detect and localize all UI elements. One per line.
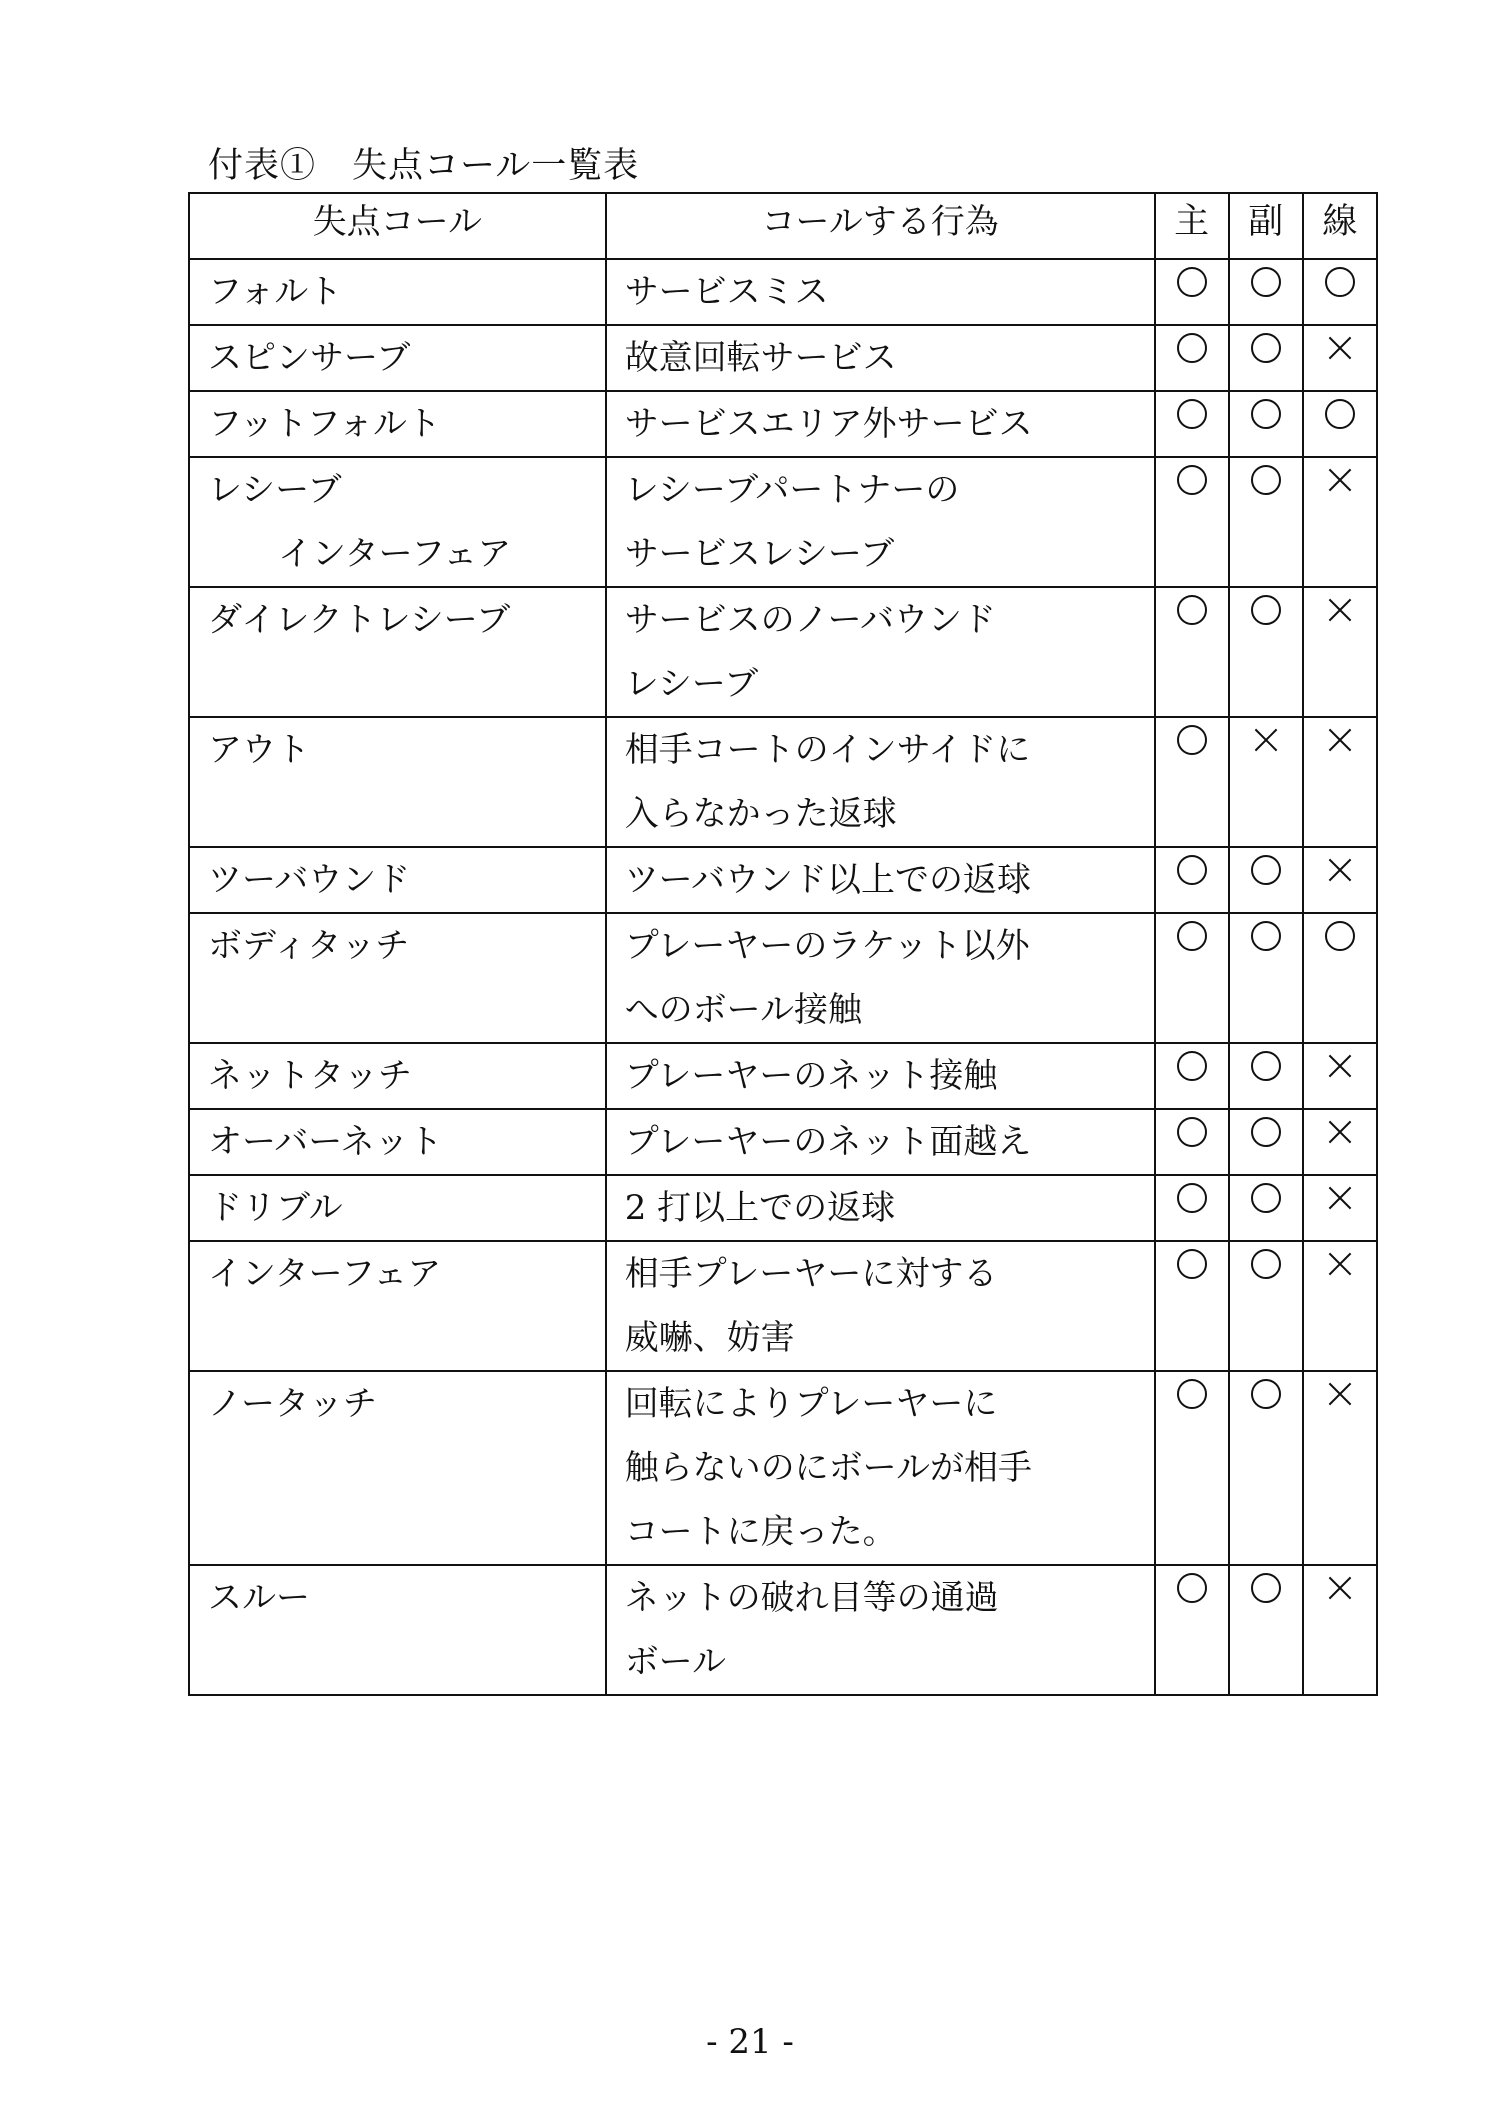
cross-mark-icon (1327, 1119, 1353, 1145)
table-body (189, 259, 1377, 1695)
table-row (189, 1371, 1377, 1565)
cross-mark-icon (1327, 1381, 1353, 1407)
header-main: 主 (1155, 193, 1229, 259)
circle-mark-icon (1251, 267, 1281, 297)
call-text: ツーバウンド (208, 860, 411, 900)
circle-mark-icon (1177, 725, 1207, 755)
call-text: インターフェア (208, 1254, 442, 1294)
call-text (190, 652, 605, 716)
act-text: サービスレシーブ (624, 534, 895, 574)
header-call: 失点コール (189, 193, 606, 259)
circle-mark-icon (1177, 1183, 1207, 1213)
act-text: へのボール接触 (624, 990, 863, 1030)
circle-mark-icon (1177, 1379, 1207, 1409)
page-number: - 21 - (706, 2022, 794, 2062)
call-text: ネットタッチ (208, 1056, 412, 1096)
mark-sub (1229, 1043, 1303, 1109)
mark-sub (1229, 587, 1303, 717)
table-row (189, 391, 1377, 457)
mark-main (1155, 1043, 1229, 1109)
mark-sub (1229, 913, 1303, 1043)
mark-sub (1229, 391, 1303, 457)
mark-main (1155, 1565, 1229, 1695)
table-row (189, 1109, 1377, 1175)
table-row (189, 325, 1377, 391)
act-cell (606, 1371, 1155, 1565)
call-text: アウト (208, 730, 310, 770)
cross-mark-icon (1327, 335, 1353, 361)
call-text: フォルト (208, 272, 343, 312)
table-row (189, 913, 1377, 1043)
mark-line (1303, 1109, 1377, 1175)
call-cell (189, 1241, 606, 1371)
circle-mark-icon (1177, 399, 1207, 429)
table-row (189, 587, 1377, 717)
circle-mark-icon (1177, 1117, 1207, 1147)
act-text: サービスミス (624, 272, 829, 312)
circle-mark-icon (1177, 333, 1207, 363)
call-text: レシーブ (208, 470, 342, 510)
act-text: サービスのノーバウンド (624, 600, 996, 640)
table-row (189, 1565, 1377, 1695)
mark-line (1303, 1043, 1377, 1109)
circle-mark-icon (1325, 267, 1355, 297)
call-text (190, 978, 605, 1042)
call-cell (189, 259, 606, 325)
act-cell (606, 1175, 1155, 1241)
circle-mark-icon (1177, 855, 1207, 885)
mark-main (1155, 587, 1229, 717)
act-text: プレーヤーのネット面越え (624, 1122, 1032, 1162)
call-text: オーバーネット (208, 1122, 443, 1162)
call-text: ボディタッチ (208, 926, 410, 966)
circle-mark-icon (1325, 399, 1355, 429)
mark-line (1303, 1175, 1377, 1241)
page-title: 付表① 失点コール一覧表 (208, 146, 640, 186)
cross-mark-icon (1327, 1053, 1353, 1079)
circle-mark-icon (1251, 465, 1281, 495)
act-cell (606, 259, 1155, 325)
cross-mark-icon (1327, 727, 1353, 753)
call-cell (189, 1175, 606, 1241)
act-cell (606, 587, 1155, 717)
call-text: ノータッチ (208, 1384, 377, 1424)
circle-mark-icon (1251, 333, 1281, 363)
mark-line (1303, 391, 1377, 457)
circle-mark-icon (1251, 921, 1281, 951)
call-text (190, 1630, 605, 1694)
mark-main (1155, 1109, 1229, 1175)
act-cell (606, 847, 1155, 913)
act-text: 故意回転サービス (624, 338, 897, 378)
call-table (188, 192, 1378, 1696)
call-cell (189, 717, 606, 847)
cross-mark-icon (1327, 1185, 1353, 1211)
mark-sub (1229, 1565, 1303, 1695)
circle-mark-icon (1177, 1249, 1207, 1279)
call-cell (189, 847, 606, 913)
circle-mark-icon (1251, 595, 1281, 625)
act-text: 触らないのにボールが相手 (624, 1448, 1033, 1488)
mark-main (1155, 325, 1229, 391)
circle-mark-icon (1177, 267, 1207, 297)
table-row (189, 1043, 1377, 1109)
mark-main (1155, 259, 1229, 325)
mark-main (1155, 391, 1229, 457)
circle-mark-icon (1177, 921, 1207, 951)
table-row (189, 847, 1377, 913)
call-cell (189, 913, 606, 1043)
mark-main (1155, 1371, 1229, 1565)
act-cell (606, 913, 1155, 1043)
header-line: 線 (1303, 193, 1377, 259)
circle-mark-icon (1251, 1573, 1281, 1603)
circle-mark-icon (1251, 1183, 1281, 1213)
mark-sub (1229, 457, 1303, 587)
act-cell (606, 1241, 1155, 1371)
call-cell (189, 457, 606, 587)
act-cell (606, 457, 1155, 587)
table-row (189, 717, 1377, 847)
act-cell (606, 1043, 1155, 1109)
cross-mark-icon (1253, 727, 1279, 753)
act-text: 2 打以上での返球 (624, 1188, 896, 1228)
table-row (189, 259, 1377, 325)
act-cell (606, 1565, 1155, 1695)
call-text: インターフェア (278, 534, 512, 574)
act-text: レシーブ (624, 664, 759, 704)
call-cell (189, 587, 606, 717)
act-cell (606, 717, 1155, 847)
call-cell (189, 391, 606, 457)
act-text: 相手プレーヤーに対する (624, 1254, 998, 1294)
circle-mark-icon (1177, 1573, 1207, 1603)
call-text (190, 782, 605, 846)
cross-mark-icon (1327, 597, 1353, 623)
mark-main (1155, 717, 1229, 847)
act-text: 威嚇、妨害 (624, 1318, 795, 1358)
mark-main (1155, 847, 1229, 913)
header-sub: 副 (1229, 193, 1303, 259)
call-cell (189, 1371, 606, 1565)
call-text: フットフォルト (208, 404, 441, 444)
act-text: ボール (624, 1642, 727, 1682)
act-text: レシーブパートナーの (624, 470, 960, 510)
cross-mark-icon (1327, 1251, 1353, 1277)
mark-sub (1229, 259, 1303, 325)
circle-mark-icon (1251, 1379, 1281, 1409)
act-text: ツーバウンド以上での返球 (624, 860, 1031, 900)
mark-main (1155, 1175, 1229, 1241)
act-cell (606, 325, 1155, 391)
circle-mark-icon (1177, 595, 1207, 625)
call-text (190, 1436, 605, 1500)
mark-line (1303, 457, 1377, 587)
mark-main (1155, 913, 1229, 1043)
mark-line (1303, 847, 1377, 913)
act-text: プレーヤーのラケット以外 (624, 926, 1030, 966)
call-text (190, 1500, 605, 1564)
circle-mark-icon (1251, 1117, 1281, 1147)
call-cell (189, 325, 606, 391)
act-cell (606, 391, 1155, 457)
mark-line (1303, 913, 1377, 1043)
act-text: 回転によりプレーヤーに (624, 1384, 998, 1424)
call-text: ドリブル (208, 1188, 343, 1228)
act-cell (606, 1109, 1155, 1175)
call-text: スルー (208, 1578, 310, 1618)
mark-sub (1229, 1371, 1303, 1565)
act-text: 入らなかった返球 (624, 794, 897, 834)
mark-line (1303, 1241, 1377, 1371)
mark-sub (1229, 1175, 1303, 1241)
mark-line (1303, 259, 1377, 325)
call-cell (189, 1565, 606, 1695)
circle-mark-icon (1251, 399, 1281, 429)
mark-sub (1229, 1241, 1303, 1371)
mark-main (1155, 457, 1229, 587)
mark-main (1155, 1241, 1229, 1371)
table-header-row (189, 193, 1377, 259)
mark-line (1303, 1565, 1377, 1695)
act-text: ネットの破れ目等の通過 (624, 1578, 999, 1618)
mark-line (1303, 1371, 1377, 1565)
table-row (189, 1241, 1377, 1371)
cross-mark-icon (1327, 467, 1353, 493)
mark-sub (1229, 717, 1303, 847)
act-text: 相手コートのインサイドに (624, 730, 1031, 770)
mark-sub (1229, 847, 1303, 913)
cross-mark-icon (1327, 857, 1353, 883)
mark-line (1303, 325, 1377, 391)
cross-mark-icon (1327, 1575, 1353, 1601)
mark-sub (1229, 1109, 1303, 1175)
call-cell (189, 1109, 606, 1175)
mark-line (1303, 587, 1377, 717)
mark-sub (1229, 325, 1303, 391)
circle-mark-icon (1177, 1051, 1207, 1081)
call-text (190, 1306, 605, 1370)
call-text: スピンサーブ (208, 338, 411, 378)
circle-mark-icon (1251, 855, 1281, 885)
circle-mark-icon (1251, 1051, 1281, 1081)
circle-mark-icon (1325, 921, 1355, 951)
act-text: コートに戻った。 (624, 1512, 897, 1552)
call-cell (189, 1043, 606, 1109)
mark-line (1303, 717, 1377, 847)
act-text: サービスエリア外サービス (624, 404, 1033, 444)
circle-mark-icon (1177, 465, 1207, 495)
circle-mark-icon (1251, 1249, 1281, 1279)
header-act: コールする行為 (606, 193, 1155, 259)
table-row (189, 1175, 1377, 1241)
table-row (189, 457, 1377, 587)
act-text: プレーヤーのネット接触 (624, 1056, 998, 1096)
call-text: ダイレクトレシーブ (208, 600, 511, 640)
